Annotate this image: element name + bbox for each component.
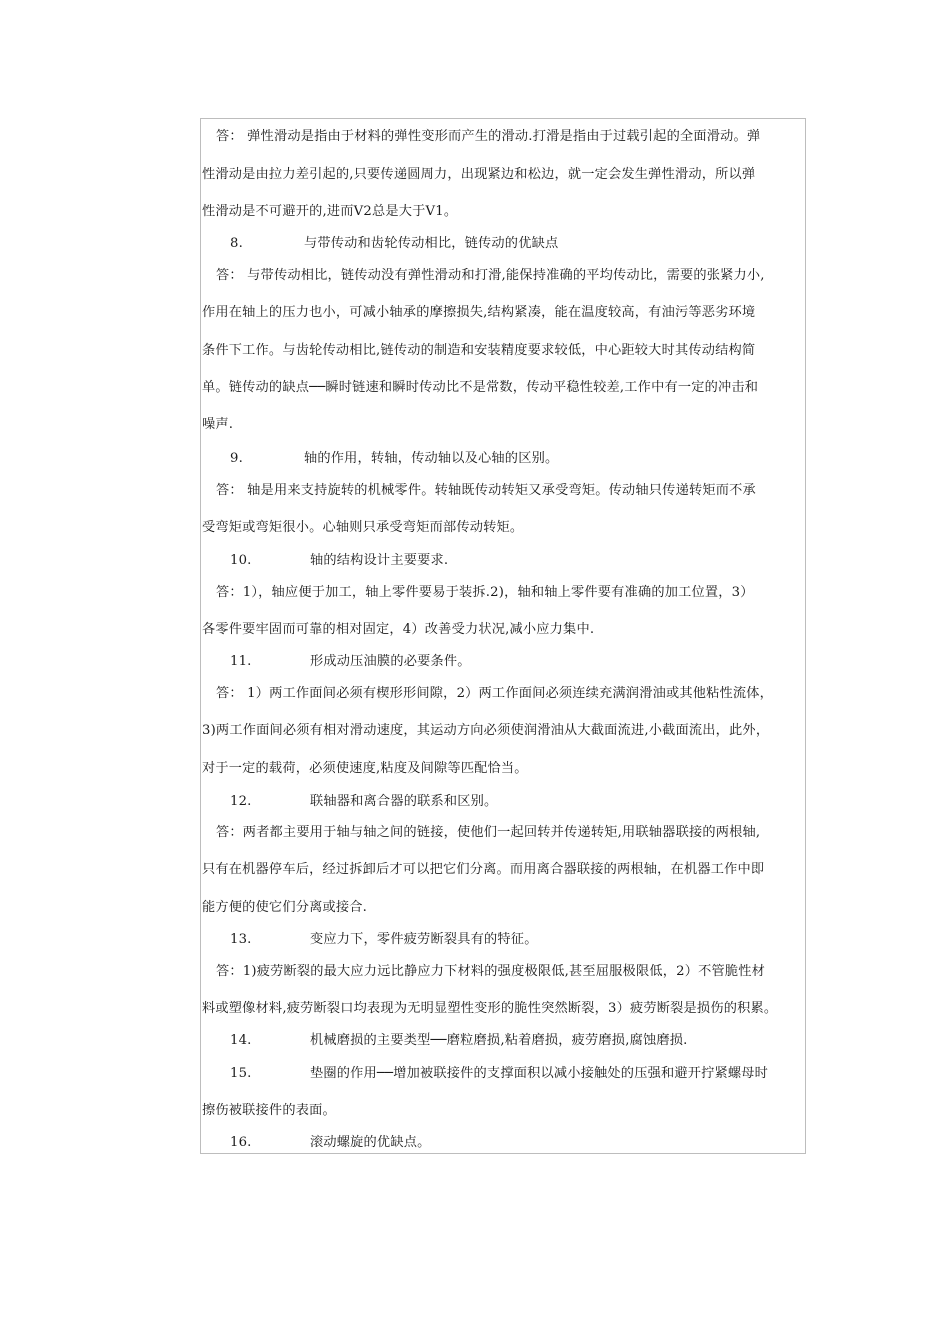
- answer-7-line-1: 答： 弹性滑动是指由于材料的弹性变形而产生的滑动.打滑是指由于过载引起的全面滑动。弹: [216, 129, 761, 144]
- question-text: 联轴器和离合器的联系和区别。: [310, 794, 498, 809]
- answer-9-line-2: 受弯矩或弯矩很小。心轴则只承受弯矩而部传动转矩。: [202, 520, 524, 535]
- question-text: 形成动压油膜的必要条件。: [310, 654, 471, 669]
- question-text: 变应力下，零件疲劳断裂具有的特征。: [310, 932, 538, 947]
- question-text: 轴的结构设计主要要求.: [310, 553, 449, 568]
- answer-11-line-3: 对于一定的载荷，必须使速度,粘度及间隙等匹配恰当。: [202, 761, 528, 776]
- question-number: 16.: [230, 1135, 252, 1150]
- question-number: 12.: [230, 794, 252, 809]
- question-number: 9.: [230, 451, 243, 466]
- question-number: 15.: [230, 1066, 252, 1081]
- question-text: 轴的作用，转轴，传动轴以及心轴的区别。: [304, 451, 559, 466]
- question-text: 与带传动和齿轮传动相比，链传动的优缺点: [304, 236, 559, 251]
- answer-8-line-3: 条件下工作。与齿轮传动相比,链传动的制造和安装精度要求较低，中心距较大时其传动结构简: [202, 343, 756, 358]
- answer-11-line-1: 答： 1）两工作面间必须有楔形形间隙，2）两工作面间必须连续充满润滑油或其他粘性流体，: [216, 686, 774, 701]
- answer-8-line-5: 噪声.: [202, 417, 234, 432]
- question-number: 11.: [230, 654, 252, 669]
- answer-12-line-2: 只有在机器停车后，经过拆卸后才可以把它们分离。而用离合器联接的两根轴，在机器工作中即: [202, 862, 765, 877]
- answer-10-line-1: 答：1），轴应便于加工，轴上零件要易于装拆.2)，轴和轴上零件要有准确的加工位置，3）: [216, 585, 754, 600]
- answer-11-line-2: 3)两工作面间必须有相对滑动速度，其运动方向必须使润滑油从大截面流进,小截面流出，此外，: [202, 723, 770, 738]
- answer-10-line-2: 各零件要牢固而可靠的相对固定，4）改善受力状况,减小应力集中.: [202, 622, 595, 637]
- question-text: 垫圈的作用──增加被联接件的支撑面积以减小接触处的压强和避开拧紧螺母时: [310, 1066, 769, 1081]
- question-number: 8.: [230, 236, 243, 251]
- answer-12-line-3: 能方便的使它们分离或接合.: [202, 900, 368, 915]
- question-number: 13.: [230, 932, 252, 947]
- question-text: 机械磨损的主要类型──磨粒磨损,粘着磨损，疲劳磨损,腐蚀磨损.: [310, 1033, 688, 1048]
- answer-15-line-2: 擦伤被联接件的表面。: [202, 1103, 336, 1118]
- answer-12-line-1: 答：两者都主要用于轴与轴之间的链接，使他们一起回转并传递转矩,用联轴器联接的两根轴,: [216, 825, 761, 840]
- answer-8-line-2: 作用在轴上的压力也小，可减小轴承的摩擦损失,结构紧凑，能在温度较高，有油污等恶劣环境: [202, 305, 756, 320]
- answer-7-line-2: 性滑动是由拉力差引起的,只要传递圆周力，出现紧边和松边，就一定会发生弹性滑动，所以弹: [202, 167, 756, 182]
- question-number: 14.: [230, 1033, 252, 1048]
- answer-8-line-1: 答： 与带传动相比，链传动没有弹性滑动和打滑,能保持准确的平均传动比，需要的张紧力小,: [216, 268, 765, 283]
- answer-8-line-4: 单。链传动的缺点──瞬时链速和瞬时传动比不是常数，传动平稳性较差,工作中有一定的冲击和: [202, 380, 759, 395]
- question-number: 10.: [230, 553, 252, 568]
- question-text: 滚动螺旋的优缺点。: [310, 1135, 431, 1150]
- answer-7-line-3: 性滑动是不可避开的,进而V2总是大于V1。: [202, 204, 458, 219]
- answer-13-line-2: 料或塑像材料,疲劳断裂口均表现为无明显塑性变形的脆性突然断裂，3）疲劳断裂是损伤的积累。: [202, 1001, 778, 1016]
- answer-9-line-1: 答： 轴是用来支持旋转的机械零件。转轴既传动转矩又承受弯矩。传动轴只传递转矩而不承: [216, 483, 756, 498]
- answer-13-line-1: 答：1)疲劳断裂的最大应力远比静应力下材料的强度极限低,甚至屈服极限低，2）不管脆性材: [216, 964, 766, 979]
